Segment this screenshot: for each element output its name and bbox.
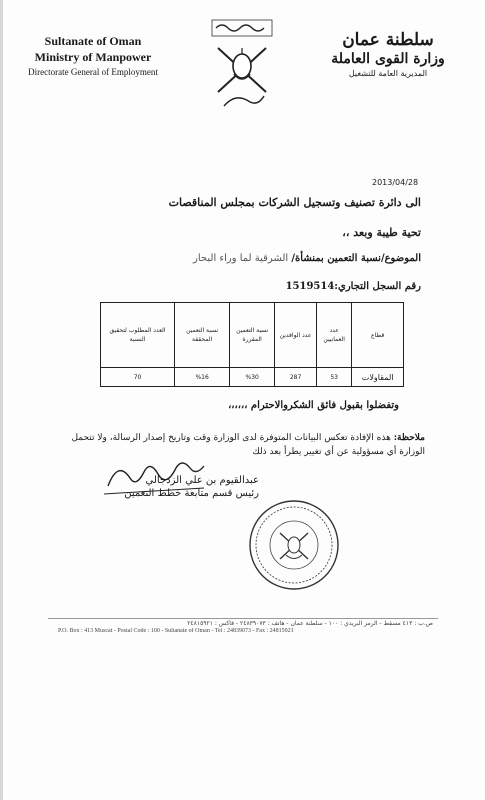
greeting-line: تحية طيبة وبعد ،، bbox=[342, 226, 421, 239]
header-cell: نسبة التعمين المقررة bbox=[230, 303, 275, 368]
directorate-name-ar: المديرية العامة للتشغيل bbox=[348, 69, 428, 78]
header-english bbox=[14, 34, 172, 79]
scan-edge bbox=[0, 0, 3, 800]
signatory-name: عبدالقيوم بن علي الزدجالي bbox=[145, 475, 259, 486]
national-emblem-icon bbox=[204, 14, 280, 114]
table-cell: %30 bbox=[230, 368, 275, 387]
directorate-name-en: Directorate General of Employment bbox=[28, 67, 158, 77]
official-seal bbox=[246, 497, 342, 593]
note-label: ملاحظة: bbox=[393, 433, 425, 443]
closing-line: وتفضلوا بقبول فائق الشكروالاحترام ،،،،،، bbox=[228, 400, 399, 411]
subject-company: الشرقية لما وراء البحار bbox=[193, 253, 292, 264]
footer-divider bbox=[48, 618, 438, 619]
omanization-table bbox=[100, 302, 404, 387]
table-cell: المقاولات bbox=[352, 368, 404, 387]
header-cell: عدد الوافدين bbox=[275, 303, 317, 368]
country-name-en: Sultanate of Oman bbox=[44, 34, 142, 48]
recipient-line: الى دائرة تصنيف وتسجيل الشركات بمجلس المناقصات bbox=[168, 196, 421, 209]
table-header-row bbox=[101, 303, 404, 368]
letter-date: 2013/04/28 bbox=[372, 178, 419, 187]
table-cell: %16 bbox=[175, 368, 230, 387]
header-cell: قطاع bbox=[352, 303, 404, 368]
commercial-register-line: رقم السجل التجاري:1519514 bbox=[285, 281, 421, 292]
disclaimer-note bbox=[57, 431, 425, 459]
table-cell: 53 bbox=[317, 368, 352, 387]
subject-label: الموضوع/نسبة التعمين بمنشأة/ bbox=[291, 253, 421, 264]
table-row bbox=[101, 368, 404, 387]
footer-address-en: P.O. Box : 413 Muscat - Postal Code : 100 - Sultanate of Oman - Tel : 24839073 - Fax : 24815921 bbox=[58, 628, 294, 634]
note-text: هذه الإفادة تعكس البيانات المتوفرة لدى الوزارة وقت وتاريخ إصدار الرسالة، ولا تتحمل الوزارة أي مسؤولية عن أي تغيير يطرأ بعد ذلك bbox=[71, 433, 425, 457]
country-name-ar: سلطنة عمان bbox=[342, 30, 434, 50]
ministry-name-en: Ministry of Manpower bbox=[34, 50, 152, 64]
table-cell: 70 bbox=[101, 368, 175, 387]
ministry-name-ar: وزارة القوى العاملة bbox=[331, 51, 445, 67]
table-cell: 287 bbox=[275, 368, 317, 387]
footer-address-ar: ص.ب : ٤١٣ مسقط - الرمز البريدي : ١٠٠ - سلطنة عمان - هاتف : ٢٤٨٣٩٠٧٣ - فاكس : ٢٤٨١٥٩٢١ bbox=[187, 620, 433, 627]
header-cell: عدد العمانيين bbox=[317, 303, 352, 368]
header-arabic bbox=[313, 30, 463, 80]
signatory-title: رئيس قسم متابعة خطط التعمين bbox=[124, 488, 259, 499]
header-cell: العدد المطلوب لتحقيق النسبة bbox=[101, 303, 175, 368]
subject-line bbox=[193, 253, 421, 264]
header-cell: نسبة التعمين المحققة bbox=[175, 303, 230, 368]
